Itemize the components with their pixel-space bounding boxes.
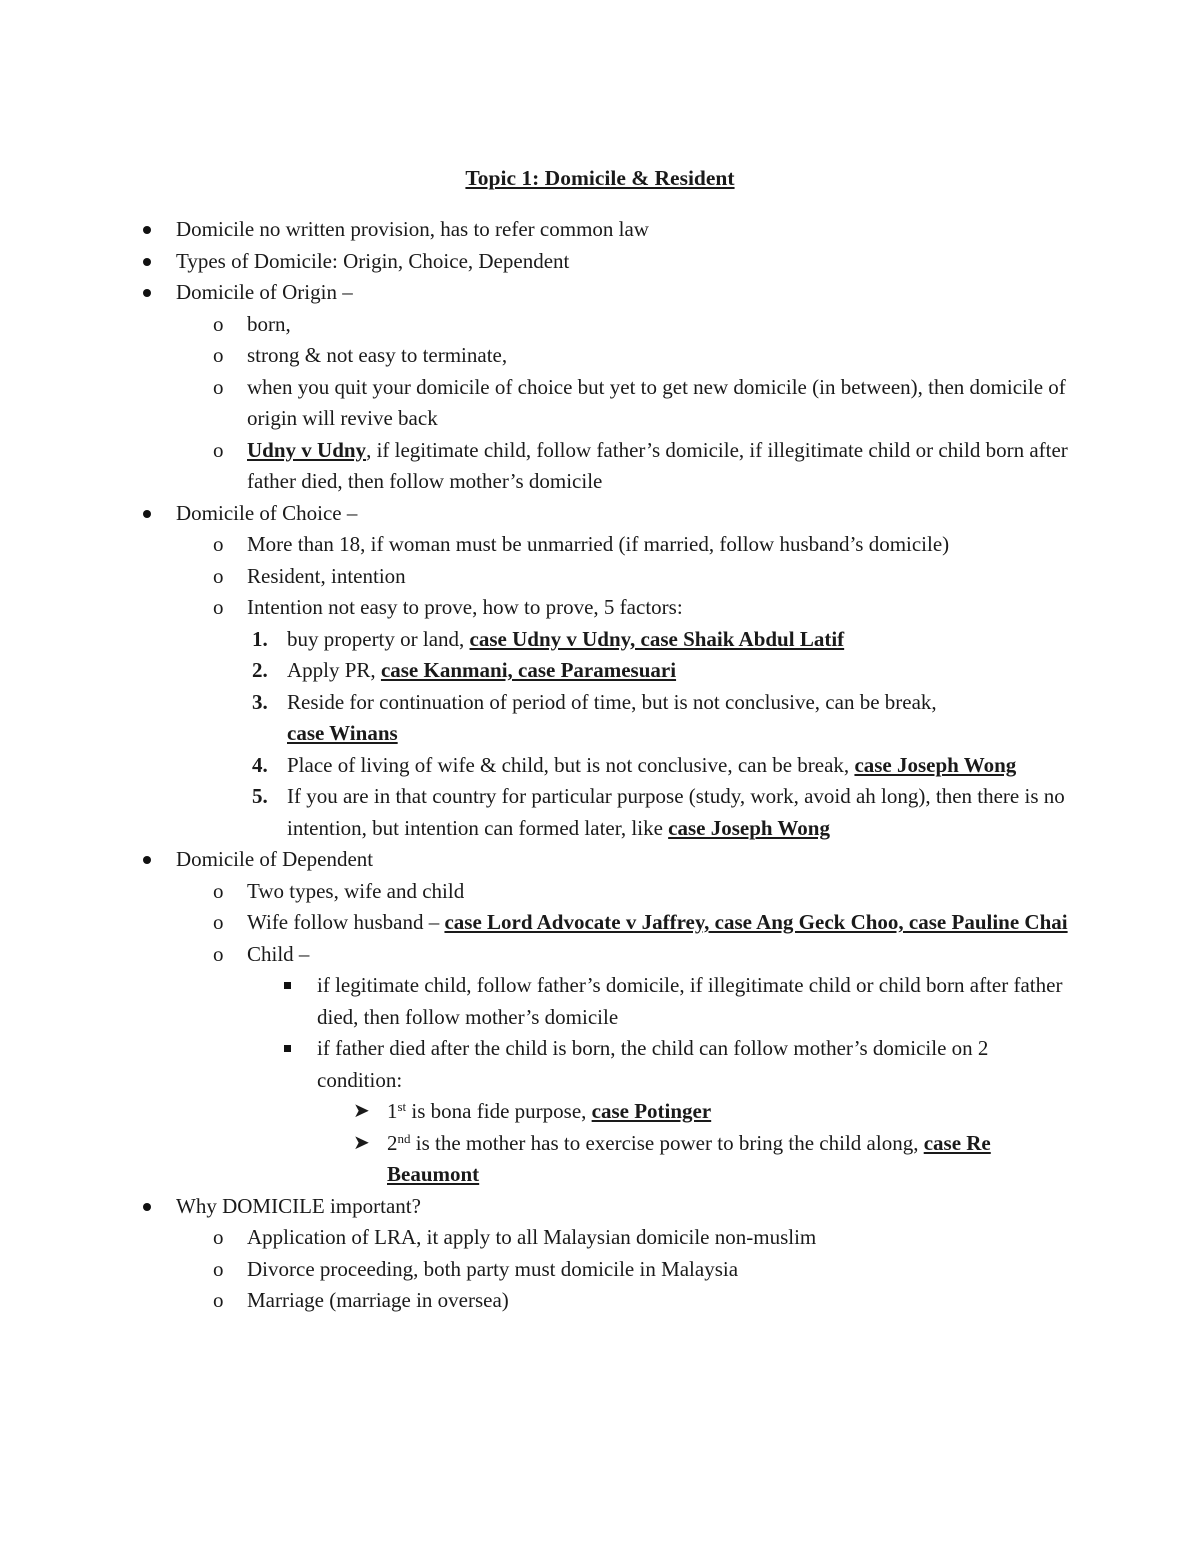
- list-item: Types of Domicile: Origin, Choice, Dependent: [176, 246, 1076, 278]
- factor-list: [252, 624, 1076, 845]
- circle-bullet-icon: o: [213, 343, 224, 367]
- list-item: o born,: [247, 309, 1076, 341]
- circle-bullet-icon: o: [213, 374, 224, 399]
- list-item: o Two types, wife and child: [247, 876, 1076, 908]
- circle-bullet-icon: o: [213, 563, 224, 588]
- list-item: o strong & not easy to terminate,: [247, 340, 1076, 372]
- circle-bullet-icon: o: [213, 910, 224, 934]
- list-item: Domicile of Dependent o Two types, wife and child o Wife follow husband – case Lord Advocate v Jaffrey, case Ang Geck Choo, case Pauline Chai o Child – if legitimate child, follow father’s domicile, if illegitimate child or child born after father died, then follow mother’s domicile if father died after the child is born, the child can follow mother’s domicile on 2 condition: ➤ 1st is bona fide purpose, case Potinger ➤ 2nd is the mother has to exercise power to bring the child along, case Re Beaumont: [176, 844, 1076, 1191]
- case-reference: case Potinger: [591, 1099, 712, 1123]
- circle-bullet-icon: o: [213, 532, 224, 556]
- list-item: Domicile no written provision, has to refer common law: [176, 214, 1076, 246]
- list-item: if father died after the child is born, the child can follow mother’s domicile on 2 condition: ➤ 1st is bona fide purpose, case Potinger ➤ 2nd is the mother has to exercise power to bring the child along, case Re Beaumont: [317, 1033, 1076, 1191]
- list-item: 3. Reside for continuation of period of time, but is not conclusive, can be break, case Winans: [287, 687, 1076, 750]
- case-reference: case Udny v Udny, case Shaik Abdul Latif: [469, 626, 845, 651]
- case-reference: case Joseph Wong: [668, 815, 830, 840]
- sub-list: [213, 529, 1076, 844]
- list-item: o Marriage (marriage in oversea): [247, 1285, 1076, 1317]
- list-item: ➤ 2nd is the mother has to exercise power to bring the child along, case Re Beaumont: [387, 1128, 1076, 1191]
- list-item: o Application of LRA, it apply to all Malaysian domicile non-muslim: [247, 1222, 1076, 1254]
- case-reference: case Kanmani, case Paramesuari: [380, 658, 677, 682]
- main-bullet-list: [176, 214, 1076, 1317]
- condition-list: [353, 1096, 1076, 1191]
- list-item: o Resident, intention: [247, 561, 1076, 593]
- list-item: o Wife follow husband – case Lord Advocate v Jaffrey, case Ang Geck Choo, case Pauline Chai: [247, 907, 1076, 939]
- list-item: o Udny v Udny, if legitimate child, follow father’s domicile, if illegitimate child or child born after father died, then follow mother’s domicile: [247, 435, 1076, 498]
- arrow-bullet-icon: ➤: [353, 1131, 370, 1154]
- list-item: 1. buy property or land, case Udny v Udny, case Shaik Abdul Latif: [252, 626, 845, 651]
- circle-bullet-icon: o: [213, 878, 224, 903]
- case-reference: case Re Beaumont: [387, 1130, 991, 1186]
- page-title: Topic 1: Domicile & Resident: [465, 166, 735, 190]
- list-item: o Child – if legitimate child, follow father’s domicile, if illegitimate child or child born after father died, then follow mother’s domicile if father died after the child is born, the child can follow mother’s domicile on 2 condition: ➤ 1st is bona fide purpose, case Potinger ➤ 2nd is the mother has to exercise power to bring the child along, case Re Beaumont: [247, 939, 1076, 1191]
- list-item: if legitimate child, follow father’s domicile, if illegitimate child or child born after father died, then follow mother’s domicile: [317, 970, 1076, 1033]
- list-item: o More than 18, if woman must be unmarried (if married, follow husband’s domicile): [247, 529, 1076, 561]
- case-reference: case Winans: [287, 721, 398, 745]
- list-item: 4. Place of living of wife & child, but is not conclusive, can be break, case Joseph Wong: [252, 752, 1017, 777]
- sub-list: [213, 876, 1076, 1191]
- circle-bullet-icon: o: [213, 437, 224, 462]
- square-bullet-icon: [284, 982, 291, 989]
- child-list: [317, 970, 1076, 1191]
- case-reference: case Lord Advocate v Jaffrey, case Ang Geck Choo, case Pauline Chai: [444, 910, 1068, 934]
- case-reference: case Joseph Wong: [854, 752, 1017, 777]
- list-item: Domicile of Origin – o born, o strong & not easy to terminate, o when you quit your domicile of choice but yet to get new domicile (in between), then domicile of origin will revive back o Udny v Udny, if legitimate child, follow father’s domicile, if illegitimate child or child born after father died, then follow mother’s domicile: [176, 277, 1076, 498]
- circle-bullet-icon: o: [213, 311, 224, 336]
- list-item: 5. If you are in that country for particular purpose (study, work, avoid ah long), then there is no intention, but intention can formed later, like case Joseph Wong: [252, 784, 1065, 840]
- sub-list: [213, 1222, 1076, 1317]
- circle-bullet-icon: o: [213, 595, 224, 619]
- circle-bullet-icon: o: [213, 941, 224, 966]
- circle-bullet-icon: o: [213, 1256, 224, 1281]
- list-item: 2. Apply PR, case Kanmani, case Paramesuari: [252, 658, 677, 682]
- list-item: o Divorce proceeding, both party must domicile in Malaysia: [247, 1254, 1076, 1286]
- case-reference: Udny v Udny: [247, 437, 367, 462]
- sub-list: [213, 309, 1076, 498]
- circle-bullet-icon: o: [213, 1225, 224, 1249]
- list-item: ➤ 1st is bona fide purpose, case Potinger: [387, 1096, 1076, 1128]
- arrow-bullet-icon: ➤: [353, 1100, 370, 1122]
- circle-bullet-icon: o: [213, 1288, 224, 1312]
- list-item: Domicile of Choice – o More than 18, if woman must be unmarried (if married, follow husband’s domicile) o Resident, intention o Intention not easy to prove, how to prove, 5 factors: 1. buy property or land, case Udny v Udny, case Shaik Abdul Latif 2. Apply PR, case Kanmani, case Paramesuari 3. Reside for continuation of period of time, but is not conclusive, can be break, case Winans 4. Place of living of wife & child, but is not conclusive, can be break, case Joseph Wong 5. If you are in that country for particular purpose (study, work, avoid ah long), then there is no intention, but intention can formed later, like case Joseph Wong: [176, 498, 1076, 845]
- list-item: Why DOMICILE important? o Application of LRA, it apply to all Malaysian domicile non-muslim o Divorce proceeding, both party must domicile in Malaysia o Marriage (marriage in oversea): [176, 1191, 1076, 1317]
- square-bullet-icon: [284, 1045, 291, 1052]
- list-item: o Intention not easy to prove, how to prove, 5 factors: 1. buy property or land, case Udny v Udny, case Shaik Abdul Latif 2. Apply PR, case Kanmani, case Paramesuari 3. Reside for continuation of period of time, but is not conclusive, can be break, case Winans 4. Place of living of wife & child, but is not conclusive, can be break, case Joseph Wong 5. If you are in that country for particular purpose (study, work, avoid ah long), then there is no intention, but intention can formed later, like case Joseph Wong: [247, 592, 1076, 844]
- list-item: o when you quit your domicile of choice but yet to get new domicile (in between), then domicile of origin will revive back: [247, 372, 1076, 435]
